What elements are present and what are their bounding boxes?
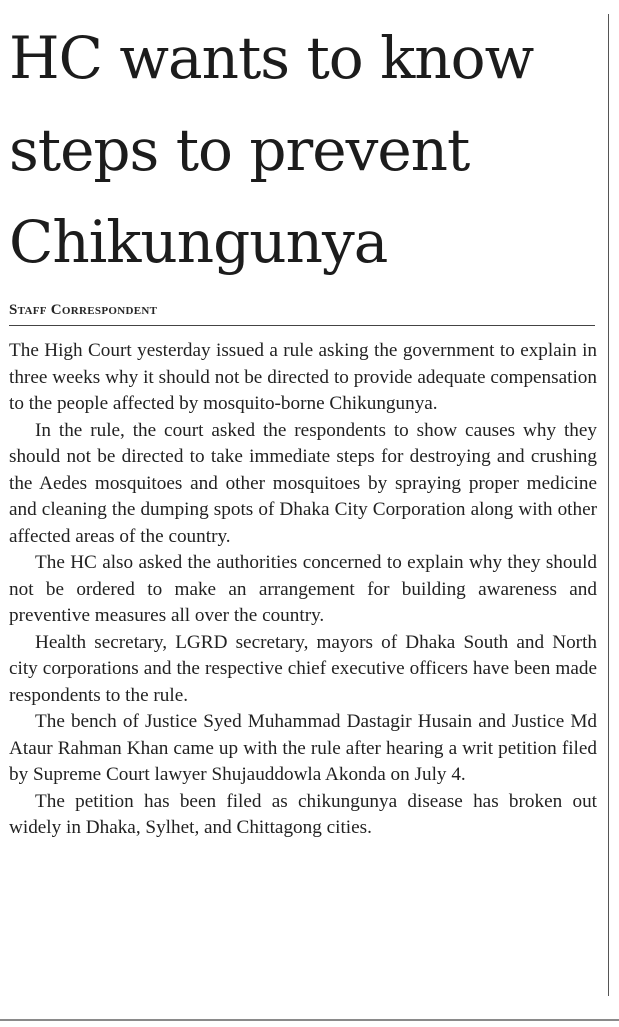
paragraph-1: The High Court yesterday issued a rule asking the government to explain in three weeks why it should not be directed to provide adequate compensation to the people affected by mosquito-borne Chikungunya. <box>9 340 597 414</box>
paragraph-2: In the rule, the court asked the respondents to show causes why they should not be directed to take immediate steps for destroying and crushing the Aedes mosquitoes and other mosquitoes by spraying proper medicine and cleaning the dumping spots of Dhaka City Corporation along with other affected areas of the country. <box>9 419 597 547</box>
paragraph-5: The bench of Justice Syed Muhammad Dastagir Husain and Justice Md Ataur Rahman Khan came up with the rule after hearing a writ petition filed by Supreme Court lawyer Shujauddowla Akonda on July 4. <box>9 711 597 785</box>
column-divider <box>608 14 609 996</box>
article-body <box>9 338 597 842</box>
bottom-divider <box>0 1019 619 1021</box>
headline: HC wants to know steps to prevent Chikungunya <box>9 24 534 276</box>
paragraph-6: The petition has been filed as chikungunya disease has broken out widely in Dhaka, Sylhet, and Chittagong cities. <box>9 790 597 838</box>
paragraph-4: Health secretary, LGRD secretary, mayors of Dhaka South and North city corporations and the respective chief executive officers have been made respondents to the rule. <box>9 631 597 706</box>
news-article <box>9 12 597 842</box>
paragraph-3: The HC also asked the authorities concerned to explain why they should not be ordered to make an arrangement for building awareness and preventive measures all over the country. <box>9 552 597 626</box>
byline: Staff Correspondent <box>9 302 595 326</box>
